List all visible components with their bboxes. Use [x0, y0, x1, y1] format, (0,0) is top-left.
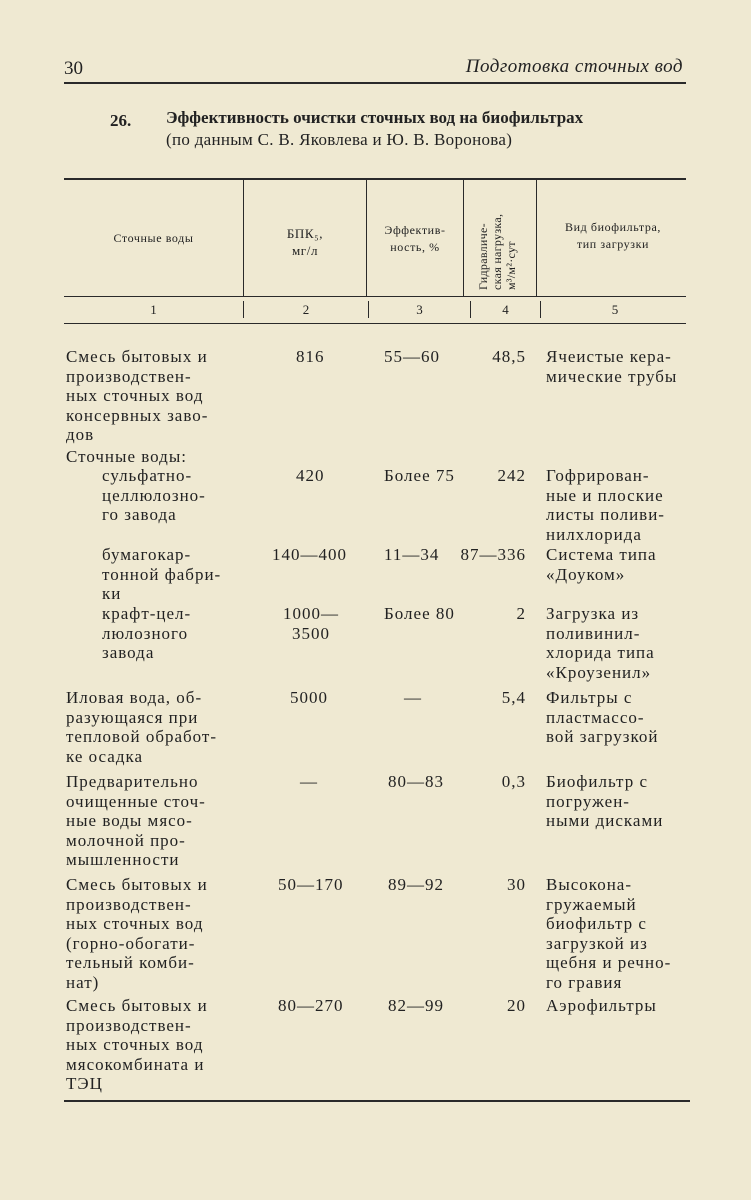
column-number-1: 1	[150, 302, 157, 317]
table-row-9-waters: Смесь бытовых и производствен- ных сточных вод мясокомбината и ТЭЦ	[66, 996, 208, 1093]
table-title: Эффективность очистки сточных вод на биофильтрах	[166, 108, 584, 127]
running-head: Подготовка сточных вод	[465, 56, 683, 77]
table-row-8-waters: Смесь бытовых и производствен- ных сточных вод (горно-обогати- тельный комби- нат)	[66, 875, 208, 992]
table-row-9-type: Аэрофильтры	[546, 996, 657, 1015]
table-row-7-bpk: —	[300, 772, 318, 791]
table-row-3-type: Гофрирован- ные и плоские листы поливи- нилхлорида	[546, 466, 665, 544]
table-row-5-type: Загрузка из поливинил- хлорида типа «Кроузенил»	[546, 604, 655, 682]
table-row-6-waters: Иловая вода, об- разующаяся при тепловой обработ- ке осадка	[66, 688, 218, 766]
table-row-2-waters: Сточные воды:	[66, 447, 187, 466]
header-bpk-line1: БПК₅,	[286, 226, 324, 241]
table-row-7-waters: Предварительно очищенные сточ- ные воды мясо- молочной про- мышленности	[66, 772, 206, 869]
table-row-9-load: 20	[507, 996, 526, 1015]
table-row-3-efficiency: Более 75	[384, 466, 455, 485]
table-row-1-bpk: 816	[296, 347, 325, 366]
header-bottom-rule	[64, 296, 686, 297]
table-row-7-type: Биофильтр с погружен- ными дисками	[546, 772, 664, 830]
table-row-7-efficiency: 80—83	[388, 772, 444, 791]
table-row-6-bpk: 5000	[290, 688, 328, 707]
column-number-3: 3	[416, 302, 423, 317]
table-row-5-load: 2	[516, 604, 526, 623]
table-row-8-type: Высокона- гружаемый биофильтр с загрузкой из щебня и речно- го гравия	[546, 875, 672, 992]
table-row-4-waters: бумагокар- тонной фабри- ки	[102, 545, 222, 603]
table-row-3-waters: сульфатно- целлюлозно- го завода	[102, 466, 206, 524]
table-subtitle: (по данным С. В. Яковлева и Ю. В. Воронова)	[166, 130, 513, 149]
header-hydraulic-load	[476, 180, 518, 290]
header-load-line3: м³/м²·сут	[504, 241, 518, 290]
table-row-6-efficiency: —	[404, 688, 422, 707]
table-number: 26.	[110, 111, 132, 130]
table-row-6-type: Фильтры с пластмассо- вой загрузкой	[546, 688, 659, 746]
header-rule	[64, 82, 686, 84]
header-bpk	[244, 225, 366, 259]
table-row-8-bpk: 50—170	[278, 875, 344, 894]
table-row-5-bpk: 1000— 3500	[283, 604, 339, 643]
header-efficiency-line2: ность, %	[390, 240, 440, 254]
table-row-1-type: Ячеистые кера- мические трубы	[546, 347, 678, 386]
header-efficiency	[367, 222, 463, 256]
table-row-8-efficiency: 89—92	[388, 875, 444, 894]
table-row-3-load: 242	[497, 466, 526, 485]
header-load-line1: Гидравличе-	[476, 223, 490, 290]
table-row-3-bpk: 420	[296, 466, 325, 485]
header-filter-type	[537, 219, 689, 253]
header-efficiency-line1: Эффектив-	[384, 223, 446, 237]
table-row-4-bpk: 140—400	[272, 545, 347, 564]
colnum-bottom-rule	[64, 323, 686, 324]
table-row-4-efficiency: 11—34	[384, 545, 440, 564]
header-filter-line1: Вид биофильтра,	[565, 220, 661, 234]
table-row-7-load: 0,3	[501, 772, 526, 791]
table-row-6-load: 5,4	[501, 688, 526, 707]
page-number: 30	[64, 58, 83, 79]
table-row-9-efficiency: 82—99	[388, 996, 444, 1015]
table-row-1-load: 48,5	[492, 347, 526, 366]
column-number-5: 5	[611, 302, 619, 317]
column-number-2: 2	[302, 302, 310, 317]
header-waters: Сточные воды	[113, 231, 194, 245]
header-bpk-line2: мг/л	[291, 243, 319, 258]
table-row-9-bpk: 80—270	[278, 996, 344, 1015]
table-row-4-type: Система типа «Доуком»	[546, 545, 657, 584]
table-row-1-waters: Смесь бытовых и производствен- ных сточных вод консервных заво- дов	[66, 347, 209, 444]
header-load-line2: ская нагрузка,	[490, 213, 504, 290]
header-filter-line2: тип загрузки	[576, 237, 650, 251]
column-number-4: 4	[502, 302, 509, 317]
table-top-rule	[64, 178, 686, 180]
header-divider-3	[463, 180, 464, 296]
table-row-5-waters: крафт-цел- люлозного завода	[102, 604, 192, 662]
table-row-4-load: 87—336	[460, 545, 526, 564]
table-bottom-rule	[64, 1100, 690, 1102]
table-row-8-load: 30	[507, 875, 526, 894]
table-row-5-efficiency: Более 80	[384, 604, 455, 623]
table-row-1-efficiency: 55—60	[384, 347, 440, 366]
